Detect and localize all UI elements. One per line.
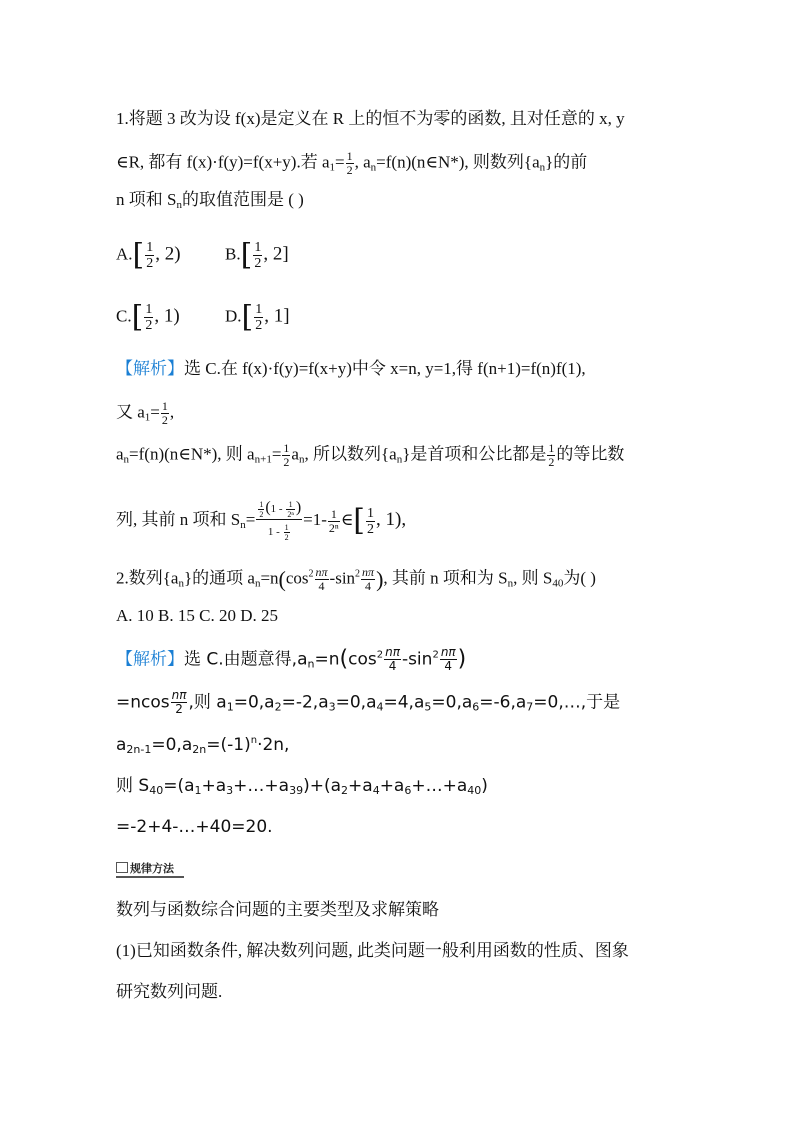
fraction-npi-over-4 <box>440 646 457 673</box>
fraction-half <box>282 442 290 469</box>
numerator: nπ <box>385 645 400 659</box>
subscript: 6 <box>404 784 412 797</box>
fraction-npi-over-4 <box>315 566 329 593</box>
left-bracket: [ <box>240 237 253 273</box>
option-label: D. <box>225 306 242 326</box>
solution-text: ,则 a <box>188 692 227 713</box>
q2-text: -sin <box>329 568 356 588</box>
badge-label: 规律方法 <box>130 863 174 875</box>
q1-solution-line-3 <box>116 442 624 469</box>
subscript: 7 <box>526 700 534 714</box>
subscript: 2 <box>341 784 349 797</box>
option-label: B. <box>225 244 241 264</box>
subscript: 2 <box>274 700 282 714</box>
solution-text: = <box>245 509 256 529</box>
q1-text: }的前 <box>545 152 588 172</box>
solution-text: +a <box>201 776 227 796</box>
subscript: n <box>507 577 514 590</box>
numerator: nπ <box>171 688 187 702</box>
subscript: 2n-1 <box>126 743 152 756</box>
subscript: n <box>176 199 182 211</box>
denominator: 2ⁿ <box>328 520 339 535</box>
denominator: 2 <box>259 510 264 519</box>
numerator: nπ <box>362 565 375 579</box>
solution-text: -sin <box>401 649 433 670</box>
left-bracket: [ <box>131 299 144 335</box>
option-d: D.[ $\frac{1}{2}$ , 1] <box>225 299 290 335</box>
numerator: 1 <box>284 523 289 532</box>
numerator: 1 <box>259 500 264 509</box>
left-bracket: [ <box>132 237 145 273</box>
solution-text: =f(n)(n∈N*), 则 a <box>129 444 255 464</box>
solution-text: ) <box>481 776 488 796</box>
fraction-half <box>547 442 555 469</box>
solution-text: 则 S <box>116 776 150 796</box>
numerator: 1 <box>146 240 154 255</box>
fraction-half <box>254 302 263 333</box>
q1-text: =f(n)(n∈N*), 则数列{a <box>376 152 540 172</box>
q1-text: 的取值范围是 ( ) <box>181 190 304 209</box>
denominator: 4 <box>440 659 457 673</box>
left-bracket: [ <box>353 503 366 538</box>
option-label: C. <box>116 306 132 326</box>
q1-line-1: 1.将题 3 改为设 f(x)是定义在 R 上的恒不为零的函数, 且对任意的 x, y <box>116 109 625 128</box>
option-c: C.[ $\frac{1}{2}$ , 1) <box>116 299 180 335</box>
fraction-one-over-2n <box>286 500 295 519</box>
denominator: 4 <box>384 659 401 673</box>
q2-text: , 则 S <box>513 568 553 588</box>
superscript: n <box>250 735 258 746</box>
q1-solution-line-4: 列, 其前 n 项和 $S_n=$ $\frac{1}{2}$ (1 - $\frac{1}{\text{2ⁿ}}$ ) 1 - $\frac{1}{2}$ =1- $\frac{1}{\text{2ⁿ}}$ ∈[ $\frac{1}{2}$ , 1), <box>116 499 407 542</box>
subscript: n <box>123 453 130 466</box>
subscript: 1 <box>226 700 234 714</box>
numerator: 1 <box>254 240 262 255</box>
sum-numerator: $\frac{1}{2}$ (1 - $\frac{1}{\text{2ⁿ}}$ ) <box>259 499 302 519</box>
subscript: 40 <box>552 577 564 590</box>
book-icon <box>116 862 128 873</box>
solution-text: cos <box>348 649 377 670</box>
subscript: n <box>254 577 261 590</box>
denominator: 2 <box>284 533 289 542</box>
denominator: 4 <box>315 579 329 593</box>
solution-text: 列, 其前 n 项和 S <box>116 509 241 529</box>
subscript: 40 <box>467 784 482 797</box>
solution-text: =4,a <box>383 692 425 713</box>
subscript: 5 <box>424 700 432 714</box>
solution-text: =0,a <box>233 692 275 713</box>
subscript: 1 <box>194 784 202 797</box>
subscript: 4 <box>376 700 384 714</box>
numerator: 1 <box>288 500 293 509</box>
q2-solution-line-5: =-2+4-…+40=20. <box>116 817 273 837</box>
solution-text: =0,…,于是 <box>533 692 621 713</box>
subscript: n <box>240 518 246 531</box>
q1-solution-line-1 <box>116 359 586 379</box>
q1-text: = <box>335 152 345 172</box>
solution-text: +…+a <box>233 776 290 796</box>
superscript: 2 <box>376 649 384 661</box>
q1-solution-line-2 <box>116 400 174 427</box>
numerator: 1 <box>145 302 153 317</box>
subscript: n <box>178 577 184 590</box>
solution-text: =0,a <box>431 692 473 713</box>
superscript: 2 <box>355 568 361 580</box>
subscript: n <box>396 453 403 466</box>
solution-text: 选 C.由题意得,a <box>184 649 308 670</box>
solution-text: =n <box>314 649 340 670</box>
option-range: 1) <box>163 305 180 327</box>
solution-text: a <box>291 444 299 464</box>
q2-solution-line-4 <box>116 776 488 796</box>
fraction-half <box>253 240 262 271</box>
option-a: A.[ $\frac{1}{2}$ , 2) <box>116 237 181 273</box>
denominator: 2 <box>161 413 168 427</box>
denominator: 2 <box>283 455 290 469</box>
sum-denominator <box>256 519 302 542</box>
method-title: 数列与函数综合问题的主要类型及求解策略 <box>116 900 439 919</box>
solution-text: ∈ <box>340 509 354 529</box>
solution-text: = <box>271 444 282 464</box>
option-range: 1] <box>273 305 290 327</box>
solution-text: =1- <box>303 509 327 529</box>
solution-text: 1), <box>385 508 407 530</box>
q2-text: , 其前 n 项和为 S <box>383 568 508 588</box>
superscript: 2 <box>432 649 439 661</box>
fraction-npi-over-4 <box>384 646 401 673</box>
solution-text: 选 C.在 f(x)·f(y)=f(x+y)中令 x=n, y=1,得 f(n+1)=f(n)f(1), <box>184 359 586 378</box>
denominator: 2 <box>548 455 555 469</box>
q2-text: 为( ) <box>563 568 596 588</box>
solution-text: ·2n, <box>257 735 290 755</box>
q1-text: ∈R, 都有 f(x)·f(y)=f(x+y).若 a <box>116 152 330 172</box>
solution-text: +…+a <box>411 776 468 796</box>
numerator-text: 1 - <box>270 503 286 516</box>
superscript: 2 <box>308 568 314 580</box>
q2-text: =n <box>260 568 279 588</box>
subscript: 39 <box>289 784 304 797</box>
subscript: n+1 <box>254 453 272 466</box>
fraction-half <box>258 500 264 519</box>
subscript: n <box>370 161 377 174</box>
numerator: 1 <box>161 399 168 413</box>
subscript: n <box>307 657 315 671</box>
subscript: 2n <box>192 743 207 756</box>
subscript: n <box>298 453 305 466</box>
numerator: nπ <box>315 565 328 579</box>
numerator: 1 <box>283 441 290 455</box>
subscript: 3 <box>328 700 336 714</box>
denominator: 2 <box>145 318 153 333</box>
fraction-half <box>145 240 154 271</box>
denominator-text: 1 - <box>267 526 283 539</box>
numerator: 1 <box>330 506 337 521</box>
subscript: 4 <box>372 784 380 797</box>
denominator: 2 <box>171 702 188 716</box>
solution-text: =ncos <box>116 692 170 713</box>
q2-options: A. 10 B. 15 C. 20 D. 25 <box>116 606 278 625</box>
q1-text: n 项和 S <box>116 190 177 209</box>
method-badge <box>116 862 184 878</box>
denominator: 4 <box>361 579 375 593</box>
solution-text: }是首项和公比都是 <box>402 444 547 464</box>
solution-text: =-6,a <box>479 692 527 713</box>
solution-tag: 【解析】 <box>116 649 184 669</box>
q2-text: cos <box>285 568 309 588</box>
subscript: 40 <box>149 784 164 797</box>
solution-text: a <box>116 444 124 464</box>
numerator: 1 <box>367 505 375 521</box>
fraction-one-over-2n <box>328 508 340 535</box>
numerator: 1 <box>346 149 353 163</box>
q2-text: 2.数列{a <box>116 568 179 588</box>
subscript: 3 <box>226 784 234 797</box>
option-b: B.[ $\frac{1}{2}$ , 2] <box>225 237 289 273</box>
q1-line-3 <box>116 190 304 210</box>
solution-text: =0,a <box>151 735 193 755</box>
solution-text: = <box>150 402 160 422</box>
subscript: 1 <box>144 411 151 424</box>
solution-text: =(-1) <box>206 735 251 755</box>
fraction-half <box>284 523 290 542</box>
option-range: 2] <box>272 243 289 265</box>
solution-text: +a <box>348 776 373 796</box>
solution-text: , 所以数列{a <box>304 444 397 464</box>
q2-solution-line-1: 【解析】选 C.由题意得$,a_n=n(\cos^2$ $\frac{n\pi}{4}$ $-\sin^2$ $\frac{n\pi}{4}$ ) <box>116 645 467 673</box>
method-paragraph-line-1: (1)已知函数条件, 解决数列问题, 此类问题一般利用函数的性质、图象 <box>116 941 629 960</box>
fraction-npi-over-4 <box>361 566 375 593</box>
numerator: 1 <box>255 302 263 317</box>
solution-tag: 【解析】 <box>116 359 184 378</box>
subscript: 6 <box>472 700 480 714</box>
q2-solution-line-3: $a_{2n-1}=0,a_{2n}=(-1)^n\cdot 2n$, <box>116 735 290 756</box>
denominator: 2 <box>255 318 263 333</box>
denominator: 2 <box>346 163 353 177</box>
subscript: n <box>539 161 546 174</box>
denominator: 2ⁿ <box>287 510 294 519</box>
q2-solution-line-2 <box>116 689 620 716</box>
option-label: A. <box>116 244 133 264</box>
q1-line-2 <box>116 150 587 177</box>
numerator: 1 <box>548 441 555 455</box>
solution-text: 又 a <box>116 402 145 422</box>
numerator: nπ <box>440 645 456 659</box>
solution-text: , <box>169 402 175 422</box>
fraction-half <box>346 150 354 177</box>
solution-text: 的等比数 <box>556 444 625 464</box>
sum-formula-fraction <box>256 500 302 542</box>
fraction-npi-over-2 <box>171 689 188 716</box>
solution-text: =0,a <box>335 692 377 713</box>
q1-text: , a <box>354 152 371 172</box>
q2-line-1: 2.数列$\{a_n\}$的通项 $a_n=n(\cos^2$ $\frac{n\pi}{4}$ $-\sin^2$ $\frac{n\pi}{4}$ ), 其前 n 项和为 $S_n$, 则 $S_{40}$为( ) <box>116 565 596 593</box>
solution-text: +a <box>379 776 405 796</box>
option-range: 2) <box>164 243 181 265</box>
left-bracket: [ <box>241 299 254 335</box>
solution-text: =-2,a <box>281 692 329 713</box>
method-paragraph-line-2: 研究数列问题. <box>116 982 223 1001</box>
solution-text: )+(a <box>303 776 342 796</box>
denominator: 2 <box>254 256 262 271</box>
denominator: 2 <box>367 521 375 537</box>
fraction-half <box>144 302 153 333</box>
solution-text: =(a <box>163 776 195 796</box>
fraction-half <box>161 400 169 427</box>
q2-text: }的通项 a <box>183 568 255 588</box>
denominator: 2 <box>146 256 154 271</box>
subscript: 1 <box>329 161 336 174</box>
fraction-half <box>366 506 375 537</box>
